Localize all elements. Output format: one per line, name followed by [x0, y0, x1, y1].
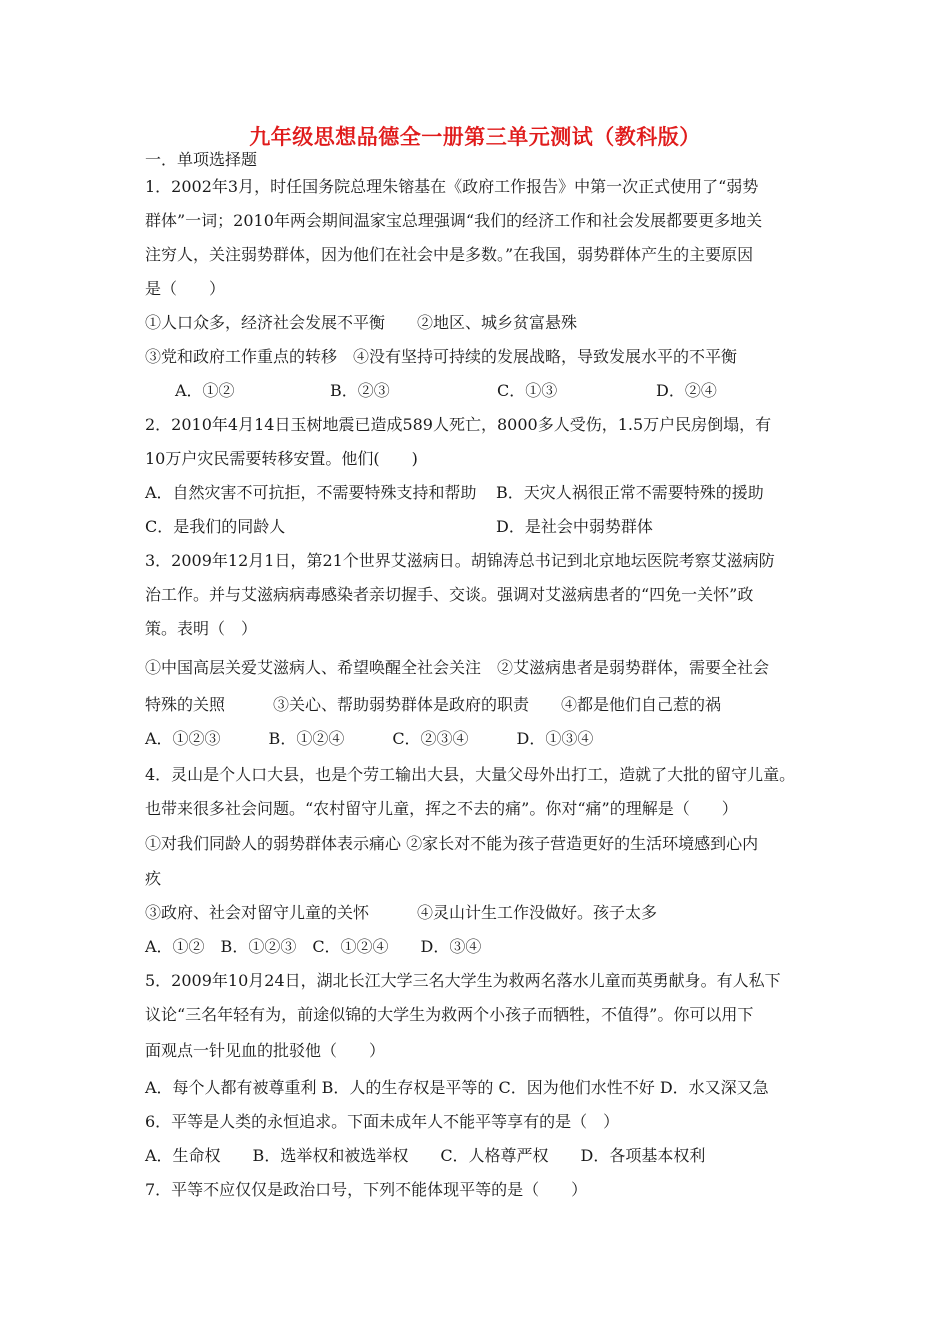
q6-options: A．生命权 B．选举权和被选举权 C．人格尊严权 D．各项基本权利: [145, 1146, 706, 1165]
q3-statement-1: ①中国高层关爱艾滋病人、希望唤醒全社会关注 ②艾滋病患者是弱势群体，需要全社会: [145, 658, 770, 677]
q1-line-1: 1．2002年3月，时任国务院总理朱镕基在《政府工作报告》中第一次正式使用了“弱势: [145, 177, 759, 196]
section-heading: 一．单项选择题: [145, 150, 258, 169]
q3-line-2: 治工作。并与艾滋病病毒感染者亲切握手、交谈。强调对艾滋病患者的“四免一关怀”政: [145, 585, 754, 604]
q5-line-3: 面观点一针见血的批驳他（ ）: [145, 1041, 386, 1060]
q1-option-c: C．①③: [497, 381, 558, 400]
q2-option-d: D．是社会中弱势群体: [496, 517, 653, 536]
q1-option-d: D．②④: [656, 381, 717, 400]
q1-line-3: 注穷人，关注弱势群体，因为他们在社会中是多数。”在我国，弱势群体产生的主要原因: [145, 245, 754, 264]
q2-line-2: 10万户灾民需要转移安置。他们( ): [145, 449, 418, 468]
q4-line-2: 也带来很多社会问题。“农村留守儿童，挥之不去的痛”。你对“痛”的理解是（ ）: [145, 799, 738, 818]
q1-statement-2: ③党和政府工作重点的转移 ④没有坚持可持续的发展战略，导致发展水平的不平衡: [145, 347, 738, 366]
q3-line-1: 3．2009年12月1日，第21个世界艾滋病日。胡锦涛总书记到北京地坛医院考察艾滋病防: [145, 551, 775, 570]
q3-options: A．①②③ B．①②④ C．②③④ D．①③④: [145, 729, 594, 748]
q4-statement-1-cont: 疚: [145, 869, 162, 888]
q1-line-4: 是（ ）: [145, 279, 226, 298]
q5-options: A．每个人都有被尊重利 B．人的生存权是平等的 C．因为他们水性不好 D．水又深又急: [145, 1078, 769, 1097]
q2-line-1: 2．2010年4月14日玉树地震已造成589人死亡，8000多人受伤，1.5万户民房倒塌，有: [145, 415, 772, 434]
q3-statement-2: 特殊的关照 ③关心、帮助弱势群体是政府的职责 ④都是他们自己惹的祸: [145, 695, 722, 714]
q1-statement-1: ①人口众多，经济社会发展不平衡 ②地区、城乡贫富悬殊: [145, 313, 578, 332]
q1-line-2: 群体”一词；2010年两会期间温家宝总理强调“我们的经济工作和社会发展都要更多地关: [145, 211, 763, 230]
q1-option-a: A．①②: [175, 381, 235, 400]
q7-line-1: 7．平等不应仅仅是政治口号，下列不能体现平等的是（ ）: [145, 1180, 588, 1199]
q2-option-a: A．自然灾害不可抗拒，不需要特殊支持和帮助: [145, 483, 477, 502]
q6-line-1: 6．平等是人类的永恒追求。下面未成年人不能平等享有的是（ ）: [145, 1112, 620, 1131]
q2-option-b: B．天灾人祸很正常不需要特殊的援助: [496, 483, 764, 502]
q3-line-3: 策。表明（ ）: [145, 619, 258, 638]
q2-option-c: C．是我们的同龄人: [145, 517, 286, 536]
q4-statement-2: ③政府、社会对留守儿童的关怀 ④灵山计生工作没做好。孩子太多: [145, 903, 658, 922]
q5-line-1: 5．2009年10月24日，湖北长江大学三名大学生为救两名落水儿童而英勇献身。有人私下: [145, 971, 781, 990]
q5-line-2: 议论“三名年轻有为，前途似锦的大学生为救两个小孩子而牺牲，不值得”。你可以用下: [145, 1005, 754, 1024]
q4-statement-1: ①对我们同龄人的弱势群体表示痛心 ②家长对不能为孩子营造更好的生活环境感到心内: [145, 834, 759, 853]
q4-line-1: 4．灵山是个人口大县，也是个劳工输出大县，大量父母外出打工，造就了大批的留守儿童。: [145, 765, 796, 784]
document-title: 九年级思想品德全一册第三单元测试（教科版）: [249, 124, 701, 149]
q1-option-b: B．②③: [330, 381, 390, 400]
q4-options: A．①② B．①②③ C．①②④ D．③④: [145, 937, 482, 956]
